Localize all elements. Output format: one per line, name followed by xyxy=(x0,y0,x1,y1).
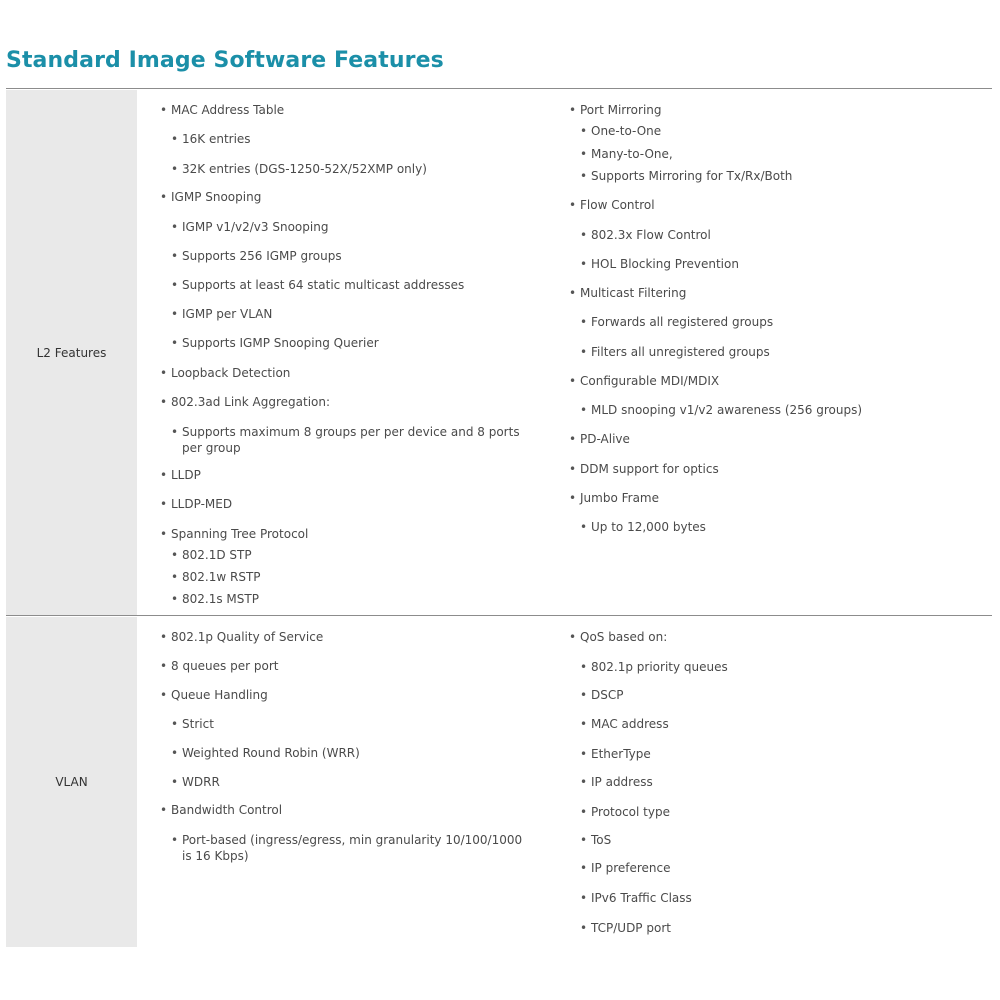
section-label-text: VLAN xyxy=(55,775,88,789)
feature-list-item xyxy=(569,687,949,703)
feature-text: Forwards all registered groups xyxy=(591,315,774,329)
bullet-icon: • xyxy=(160,395,168,409)
feature-list-item xyxy=(569,716,949,732)
section-label-text: L2 Features xyxy=(36,345,107,360)
feature-text: Flow Control xyxy=(580,198,655,212)
feature-list-item xyxy=(160,687,530,703)
feature-list-item xyxy=(569,629,949,645)
feature-list-item xyxy=(569,832,949,848)
feature-text: 802.1D STP xyxy=(182,548,252,562)
bullet-icon: • xyxy=(171,717,179,731)
feature-text: ToS xyxy=(591,833,612,847)
feature-text: Up to 12,000 bytes xyxy=(591,520,706,534)
bullet-icon: • xyxy=(580,520,588,534)
bullet-icon: • xyxy=(171,425,179,439)
feature-text: WDRR xyxy=(182,775,220,789)
feature-text: Configurable MDI/MDIX xyxy=(580,374,720,388)
bullet-icon: • xyxy=(569,286,577,300)
bullet-icon: • xyxy=(160,497,168,511)
feature-text: QoS based on: xyxy=(580,630,668,644)
bullet-icon: • xyxy=(580,717,588,731)
bullet-icon: • xyxy=(171,307,179,321)
feature-text: Filters all unregistered groups xyxy=(591,345,770,359)
feature-list-item xyxy=(569,804,949,820)
bullet-icon: • xyxy=(160,468,168,482)
feature-text: Weighted Round Robin (WRR) xyxy=(182,746,360,760)
feature-text: 802.1p Quality of Service xyxy=(171,630,324,644)
feature-list-item xyxy=(569,659,949,675)
bullet-icon: • xyxy=(580,660,588,674)
bullet-icon: • xyxy=(580,315,588,329)
bullet-icon: • xyxy=(160,527,168,541)
feature-text: IGMP v1/v2/v3 Snooping xyxy=(182,220,329,234)
feature-text: Supports IGMP Snooping Querier xyxy=(182,336,379,350)
feature-text: IP preference xyxy=(591,861,671,875)
feature-text: Multicast Filtering xyxy=(580,286,687,300)
bullet-icon: • xyxy=(569,462,577,476)
bullet-icon: • xyxy=(569,374,577,388)
feature-text: One-to-One xyxy=(591,124,662,138)
feature-list-item xyxy=(569,860,949,876)
bullet-icon: • xyxy=(171,833,179,847)
feature-text: 802.1p priority queues xyxy=(591,660,728,674)
feature-text: Protocol type xyxy=(591,805,670,819)
feature-text: Queue Handling xyxy=(171,688,268,702)
bullet-icon: • xyxy=(171,336,179,350)
bullet-icon: • xyxy=(171,592,179,606)
feature-list-item xyxy=(160,774,530,790)
bullet-icon: • xyxy=(171,548,179,562)
bullet-icon: • xyxy=(580,747,588,761)
bullet-icon: • xyxy=(580,805,588,819)
bullet-icon: • xyxy=(569,491,577,505)
feature-text: MAC Address Table xyxy=(171,103,285,117)
feature-text: HOL Blocking Prevention xyxy=(591,257,739,271)
feature-text: LLDP-MED xyxy=(171,497,233,511)
feature-text: MAC address xyxy=(591,717,669,731)
bullet-icon: • xyxy=(580,257,588,271)
bullet-icon: • xyxy=(580,403,588,417)
bullet-icon: • xyxy=(171,132,179,146)
feature-text: 802.1w RSTP xyxy=(182,570,261,584)
feature-text: 32K entries (DGS-1250-52X/52XMP only) xyxy=(182,162,427,176)
feature-text: 802.3x Flow Control xyxy=(591,228,711,242)
feature-text: Port Mirroring xyxy=(580,103,662,117)
bullet-icon: • xyxy=(171,775,179,789)
vlan-right-feature-list xyxy=(569,0,949,947)
feature-text: Loopback Detection xyxy=(171,366,291,380)
bullet-icon: • xyxy=(160,803,168,817)
feature-text: IGMP per VLAN xyxy=(182,307,273,321)
feature-list-item xyxy=(569,746,949,762)
feature-text: LLDP xyxy=(171,468,201,482)
feature-text: 802.3ad Link Aggregation: xyxy=(171,395,331,409)
feature-text: DSCP xyxy=(591,688,624,702)
feature-text: Strict xyxy=(182,717,214,731)
feature-list-item xyxy=(569,890,949,906)
bullet-icon: • xyxy=(569,432,577,446)
bullet-icon: • xyxy=(569,630,577,644)
bullet-icon: • xyxy=(580,228,588,242)
feature-list-item xyxy=(160,832,530,864)
bullet-icon: • xyxy=(171,220,179,234)
feature-list-item xyxy=(160,629,530,645)
feature-list-item xyxy=(569,774,949,790)
feature-text: IP address xyxy=(591,775,653,789)
bullet-icon: • xyxy=(160,366,168,380)
feature-text: IGMP Snooping xyxy=(171,190,262,204)
bullet-icon: • xyxy=(160,630,168,644)
feature-text: IPv6 Traffic Class xyxy=(591,891,692,905)
bullet-icon: • xyxy=(171,278,179,292)
feature-list-item xyxy=(160,658,530,674)
bullet-icon: • xyxy=(580,688,588,702)
feature-text: EtherType xyxy=(591,747,651,761)
feature-text: 8 queues per port xyxy=(171,659,279,673)
feature-text: 802.1s MSTP xyxy=(182,592,259,606)
feature-list-item xyxy=(160,802,530,818)
bullet-icon: • xyxy=(160,103,168,117)
bullet-icon: • xyxy=(580,921,588,935)
feature-text: DDM support for optics xyxy=(580,462,719,476)
feature-text: Supports maximum 8 groups per per device and 8 ports per group xyxy=(182,425,520,455)
bullet-icon: • xyxy=(160,688,168,702)
bullet-icon: • xyxy=(580,147,588,161)
feature-text: MLD snooping v1/v2 awareness (256 groups) xyxy=(591,403,863,417)
bullet-icon: • xyxy=(160,659,168,673)
feature-text: Supports Mirroring for Tx/Rx/Both xyxy=(591,169,793,183)
bullet-icon: • xyxy=(580,775,588,789)
feature-list-item xyxy=(160,716,530,732)
bullet-icon: • xyxy=(580,833,588,847)
feature-text: Many-to-One, xyxy=(591,147,673,161)
bullet-icon: • xyxy=(569,198,577,212)
feature-list-item xyxy=(160,745,530,761)
feature-list-item xyxy=(569,920,949,936)
feature-text: Bandwidth Control xyxy=(171,803,283,817)
feature-text: Supports 256 IGMP groups xyxy=(182,249,342,263)
bullet-icon: • xyxy=(580,169,588,183)
section-label-l2-features xyxy=(6,90,137,615)
bullet-icon: • xyxy=(580,861,588,875)
bullet-icon: • xyxy=(569,103,577,117)
bullet-icon: • xyxy=(171,162,179,176)
bullet-icon: • xyxy=(580,345,588,359)
page-title: Standard Image Software Features xyxy=(6,48,444,73)
bullet-icon: • xyxy=(171,746,179,760)
feature-text: 16K entries xyxy=(182,132,251,146)
feature-text: TCP/UDP port xyxy=(591,921,671,935)
vlan-left-feature-list xyxy=(160,0,530,947)
bullet-icon: • xyxy=(171,249,179,263)
feature-text: PD-Alive xyxy=(580,432,630,446)
section-label-vlan xyxy=(6,617,137,947)
feature-text: Jumbo Frame xyxy=(580,491,659,505)
bullet-icon: • xyxy=(580,891,588,905)
feature-text: Spanning Tree Protocol xyxy=(171,527,309,541)
feature-text: Supports at least 64 static multicast addresses xyxy=(182,278,465,292)
bullet-icon: • xyxy=(160,190,168,204)
bullet-icon: • xyxy=(580,124,588,138)
bullet-icon: • xyxy=(171,570,179,584)
feature-text: Port-based (ingress/egress, min granularity 10/100/1000 is 16 Kbps) xyxy=(182,833,523,863)
